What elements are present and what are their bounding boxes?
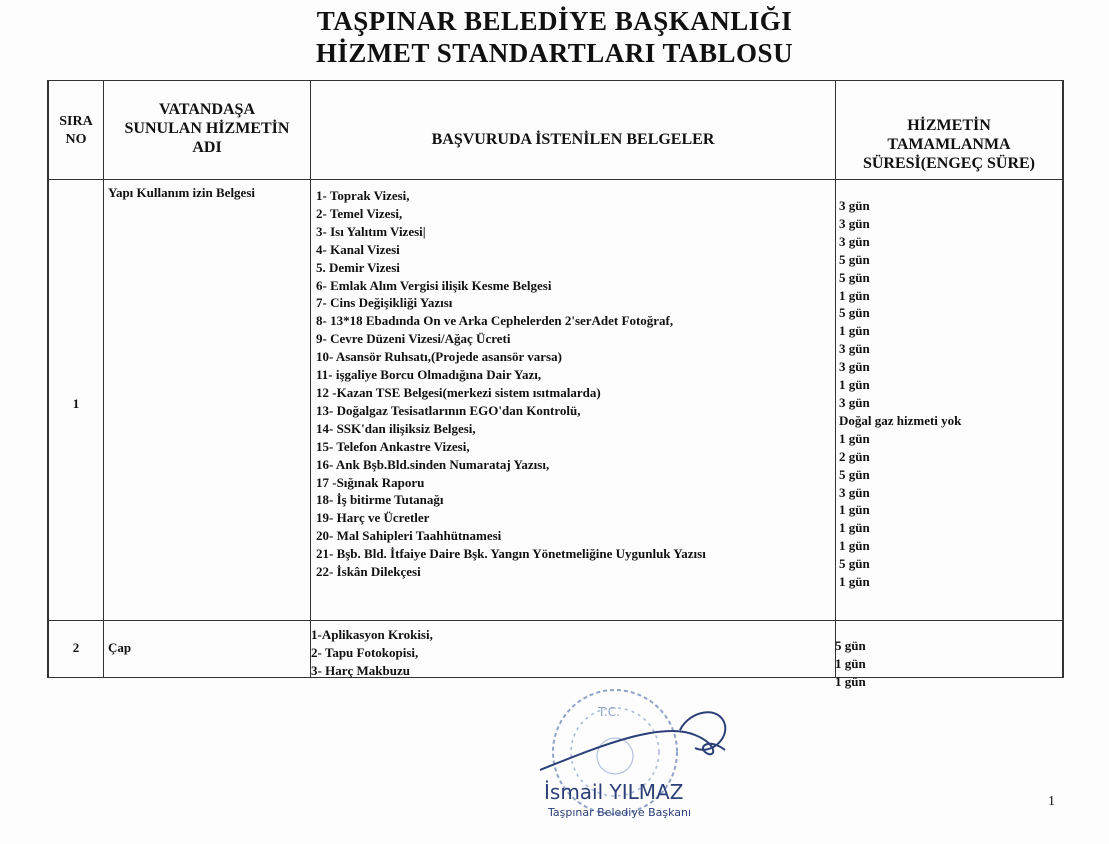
header-duration	[836, 116, 1062, 173]
document-item: 3- Harç Makbuzu	[311, 662, 410, 678]
document-item: 21- Bşb. Bld. İtfaiye Daire Bşk. Yangın Yönetmeliğine Uygunluk Yazısı	[316, 546, 706, 562]
document-subtitle: HİZMET STANDARTLARI TABLOSU	[315, 38, 794, 68]
document-item: 10- Asansör Ruhsatı,(Projede asansör varsa)	[316, 349, 562, 365]
header-sira-line: SIRA	[59, 114, 93, 129]
document-item: 13- Doğalgaz Tesisatlarının EGO'dan Kontrolü,	[316, 402, 581, 418]
document-item: 1-Aplikasyon Krokisi,	[311, 627, 433, 642]
row-1-bottom-border	[47, 620, 1063, 621]
duration-item: 1 gün	[839, 377, 870, 393]
page-number: 1	[1048, 794, 1055, 809]
header-service-line-2: SUNULAN HİZMETİN	[124, 120, 290, 137]
signatory-title: Taşpınar Belediye Başkanı	[548, 806, 692, 819]
table-bottom-border	[47, 677, 1063, 678]
duration-item: 3 gün	[839, 198, 870, 213]
table-right-border	[1062, 80, 1064, 678]
duration-item: 1 gün	[839, 574, 870, 590]
header-duration-line-2: TAMAMLANMA	[887, 136, 1011, 153]
duration-item: Doğal gaz hizmeti yok	[839, 412, 962, 428]
duration-item: 5 gün	[839, 466, 870, 482]
document-item: 4- Kanal Vizesi	[316, 241, 400, 257]
column-divider-2	[310, 80, 311, 678]
header-sira-no	[49, 113, 103, 149]
document-item: 19- Harç ve Ücretler	[316, 510, 430, 526]
table-left-border	[47, 80, 49, 678]
duration-item: 3 gün	[839, 341, 870, 357]
document-item: 16- Ank Bşb.Bld.sinden Numarataj Yazısı,	[316, 456, 550, 472]
duration-item: 1 gün	[839, 538, 870, 554]
duration-item: 3 gün	[839, 359, 870, 375]
document-item: 2- Temel Vizesi,	[316, 205, 403, 221]
duration-item: 1 gün	[839, 520, 870, 536]
duration-item: 1 gün	[839, 287, 870, 303]
row-2-durations-list	[835, 637, 866, 691]
duration-item: 5 gün	[839, 305, 870, 321]
header-service-line-1: VATANDAŞA	[158, 101, 255, 118]
document-item: 11- işgaliye Borcu Olmadığına Dair Yazı,	[316, 367, 542, 383]
duration-item: 5 gün	[839, 251, 870, 267]
document-item: 7- Cins Değişikliği Yazısı	[316, 295, 453, 311]
header-service-line-3: ADI	[192, 139, 222, 156]
duration-item: 1 gün	[839, 430, 870, 446]
table-top-border	[47, 80, 1063, 81]
duration-item: 5 gün	[839, 269, 870, 285]
document-item: 8- 13*18 Ebadında On ve Arka Cephelerden 2'serAdet Fotoğraf,	[316, 313, 674, 329]
row-1-durations-list	[839, 197, 961, 591]
document-item: 3- Isı Yalıtım Vizesi|	[316, 223, 426, 239]
header-documents: BAŞVURUDA İSTENİLEN BELGELER	[431, 131, 715, 148]
row-2-number: 2	[72, 640, 80, 655]
document-item: 20- Mal Sahipleri Taahhütnamesi	[316, 528, 502, 544]
duration-item: 5 gün	[835, 638, 866, 653]
duration-item: 3 gün	[839, 484, 870, 500]
row-2-documents-list	[311, 626, 433, 680]
document-item: 22- İskân Dilekçesi	[316, 564, 421, 580]
signatory-name: İsmail YILMAZ	[544, 780, 684, 804]
document-item: 9- Cevre Düzeni Vizesi/Ağaç Ücreti	[316, 331, 511, 347]
row-1-number: 1	[72, 396, 80, 411]
row-1-documents-list	[316, 187, 706, 581]
duration-item: 1 gün	[835, 655, 866, 671]
duration-item: 3 gün	[839, 394, 870, 410]
service-standards-table	[47, 80, 1063, 692]
duration-item: 3 gün	[839, 215, 870, 231]
document-item: 15- Telefon Ankastre Vizesi,	[316, 438, 470, 454]
header-service-name	[104, 100, 310, 157]
stamp-text: T.C.	[598, 705, 620, 719]
duration-item: 3 gün	[839, 233, 870, 249]
duration-item: 2 gün	[839, 448, 870, 464]
header-duration-line-1: HİZMETİN	[907, 117, 991, 134]
document-item: 17 -Sığınak Raporu	[316, 474, 425, 490]
document-item: 5. Demir Vizesi	[316, 259, 400, 275]
duration-item: 1 gün	[839, 323, 870, 339]
header-duration-line-3: SÜRESİ(ENGEÇ SÜRE)	[862, 155, 1036, 172]
duration-item: 1 gün	[835, 673, 866, 689]
row-1-service: Yapı Kullanım izin Belgesi	[108, 185, 255, 200]
duration-item: 5 gün	[839, 556, 870, 572]
column-divider-1	[103, 80, 104, 678]
row-2-service: Çap	[108, 640, 132, 655]
header-no-line: NO	[65, 132, 87, 147]
document-item: 14- SSK'dan ilişiksiz Belgesi,	[316, 420, 476, 436]
header-bottom-border	[47, 179, 1063, 180]
document-title: TAŞPINAR BELEDİYE BAŞKANLIĞI	[316, 6, 793, 36]
document-item: 6- Emlak Alım Vergisi ilişik Kesme Belgesi	[316, 277, 552, 293]
duration-item: 1 gün	[839, 502, 870, 518]
document-item: 1- Toprak Vizesi,	[316, 188, 410, 203]
document-item: 12 -Kazan TSE Belgesi(merkezi sistem ısıtmalarda)	[316, 384, 601, 400]
document-item: 18- İş bitirme Tutanağı	[316, 492, 444, 508]
document-item: 2- Tapu Fotokopisi,	[311, 644, 419, 660]
